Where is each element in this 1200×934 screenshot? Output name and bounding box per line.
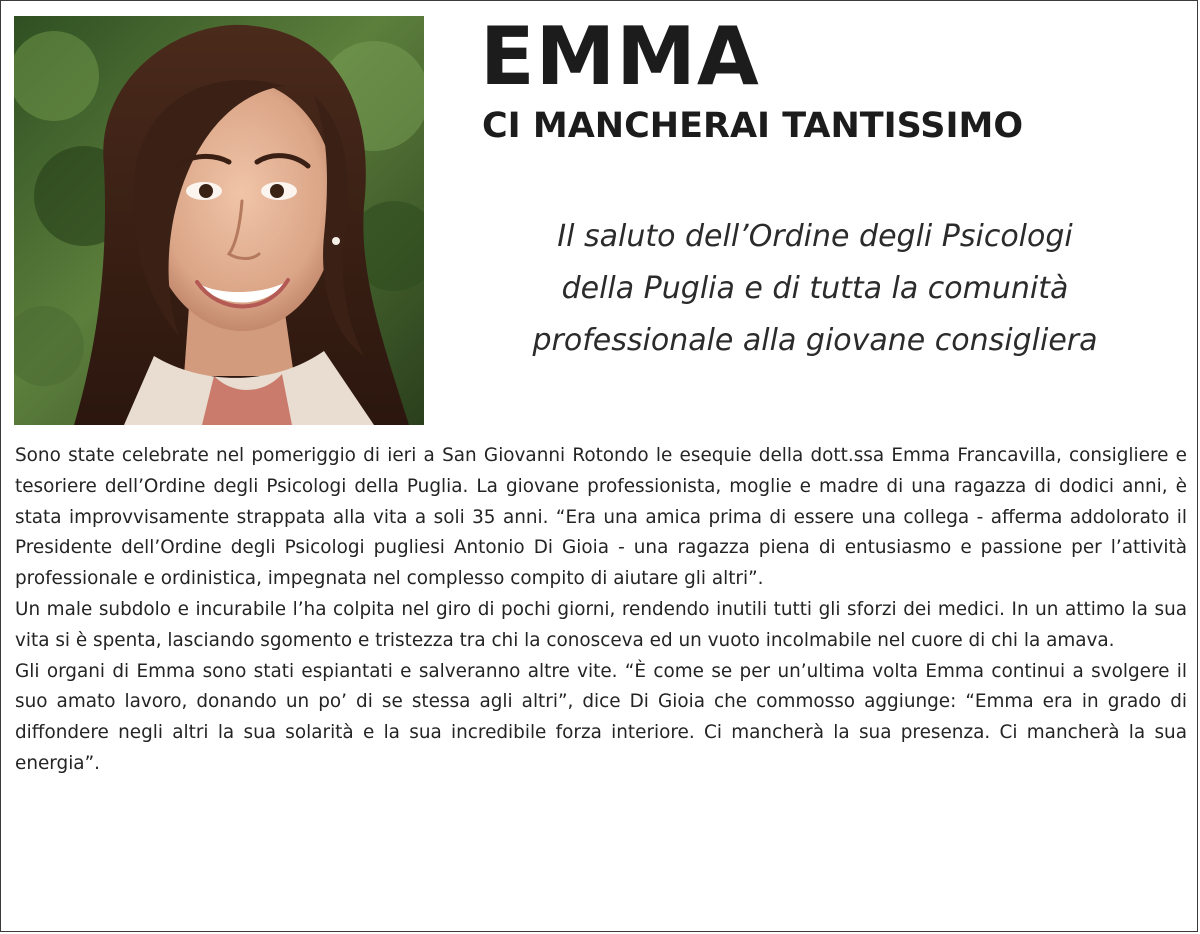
tagline-line-3: professionale alla giovane consigliera [532,323,1098,358]
article-body [15,441,1187,780]
tagline-line-2: della Puglia e di tutta la comunità [561,271,1069,306]
headline-subtitle: CI MANCHERAI TANTISSIMO [482,106,1024,146]
headline-block [480,10,1180,148]
portrait-photo [14,16,424,425]
article-paragraph: Gli organi di Emma sono stati espiantati e salveranno altre vite. “È come se per un’ultima volta Emma continui a svolgere il suo amato lavoro, donando un po’ di se stessa agli altri”, dice Di Gioia che commosso aggiunge: “Emma era in grado di diffondere negli altri la sua solarità e la sua incredibile forza interiore. Ci mancherà la sua presenza. Ci mancherà la sua energia”. [15,660,1187,774]
article-paragraph: Sono state celebrate nel pomeriggio di ieri a San Giovanni Rotondo le esequie della dott.ssa Emma Francavilla, consigliere e tesoriere dell’Ordine degli Psicologi della Puglia. La giovane professionista, moglie e madre di una ragazza di dodici anni, è stata improvvisamente strappata alla vita a soli 35 anni. “Era una amica prima di essere una collega - afferma addolorato il Presidente dell’Ordine degli Psicologi pugliesi Antonio Di Gioia - una ragazza piena di entusiasmo e passione per l’attività professionale e ordinistica, impegnata nel complesso compito di aiutare gli altri”. [15,445,1187,590]
tagline-line-1: Il saluto dell’Ordine degli Psicologi [557,219,1073,254]
headline-name: EMMA [480,10,760,103]
article-paragraph: Un male subdolo e incurabile l’ha colpita nel giro di pochi giorni, rendendo inutili tutti gli sforzi dei medici. In un attimo la sua vita si è spenta, lasciando sgomento e tristezza tra chi la conosceva ed un vuoto incolmabile nel cuore di chi la amava. [15,598,1187,651]
tagline [470,211,1160,367]
